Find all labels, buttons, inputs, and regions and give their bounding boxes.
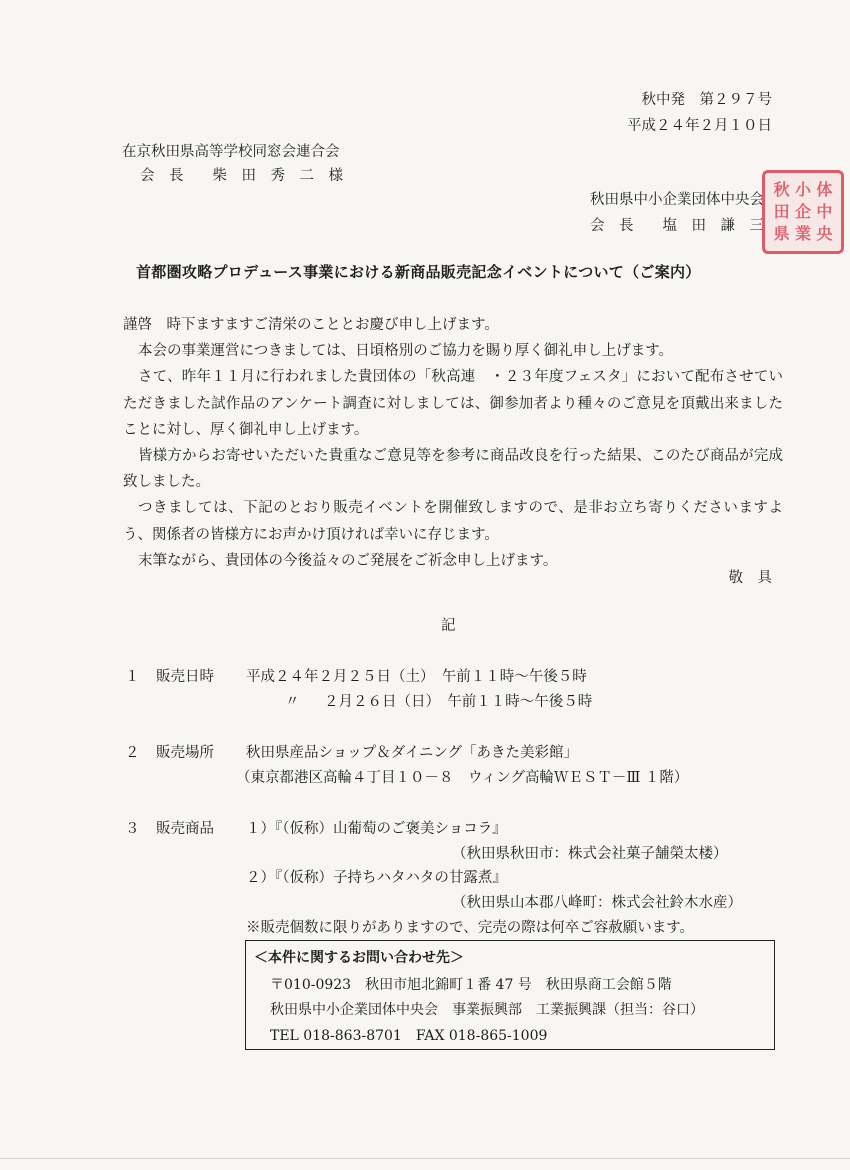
sale-address: （東京都港区高輪４丁目１０－８ ウィング高輪ＷＥＳＴ－Ⅲ １階）: [236, 770, 689, 786]
contact-phone: TEL 018-863-8701 FAX 018-865-1009: [270, 1028, 548, 1044]
product-1-maker: （秋田県秋田市：株式会社菓子舗榮太楼）: [452, 846, 728, 862]
item-label-place: 販売場所: [156, 745, 214, 761]
sender-name: 会 長 塩 田 謙 三: [590, 218, 764, 234]
document-number: 秋中発 第２９７号: [641, 92, 772, 108]
ditto-mark: 〃: [285, 694, 300, 710]
body-paragraph: 皆様方からお寄せいただいた貴重なご意見等を参考に商品改良を行った結果、このたび商品が完成致しました。: [123, 448, 783, 491]
body-paragraph: 本会の事業運営につきましては、日頃格別のご協力を賜り厚く御礼申し上げます。: [138, 343, 674, 360]
sale-date-2: ２月２６日（日） 午前１１時～午後５時: [324, 694, 593, 710]
product-1: １）『（仮称）山葡萄のご褒美ショコラ』: [246, 821, 507, 837]
body-paragraph: 謹啓 時下ますますご清栄のこととお慶び申し上げます。: [123, 317, 499, 333]
item-number: １: [125, 669, 140, 685]
item-label-datetime: 販売日時: [156, 669, 214, 685]
sale-date-1: 平成２４年２月２５日（土） 午前１１時～午後５時: [246, 669, 587, 685]
document-date: 平成２４年２月１０日: [627, 118, 772, 134]
product-2-maker: （秋田県山本郡八峰町：株式会社鈴木水産）: [452, 895, 742, 911]
recipient-org: 在京秋田県高等学校同窓会連合会: [122, 144, 340, 160]
item-number: ２: [125, 745, 140, 761]
contact-address: 〒010-0923 秋田市旭北錦町１番 47 号 秋田県商工会館５階: [270, 977, 672, 993]
item-number: ３: [125, 821, 140, 837]
body-paragraph: つきましては、下記のとおり販売イベントを開催致しますので、是非お立ち寄りくださいますよう、関係者の皆様方にお声かけ頂ければ幸いに存じます。: [123, 500, 783, 543]
recipient-name: 会 長 柴 田 秀 二 様: [140, 168, 343, 184]
contact-heading: ＜本件に関するお問い合わせ先＞: [254, 950, 464, 966]
ki-heading: 記: [441, 618, 456, 634]
item-label-products: 販売商品: [156, 821, 214, 837]
contact-box: [245, 940, 775, 1050]
contact-department: 秋田県中小企業団体中央会 事業振興部 工業振興課（担当：谷口）: [270, 1002, 704, 1018]
sale-note: ※販売個数に限りがありますので、完売の際は何卒ご容赦願います。: [246, 920, 695, 936]
product-2: ２）『（仮称）子持ちハタハタの甘露煮』: [246, 870, 507, 886]
body-paragraph: 末筆ながら、貴団体の今後益々のご発展をご祈念申し上げます。: [138, 552, 558, 569]
body-text: [123, 312, 783, 574]
document-title: 首都圏攻略プロデュース事業における新商品販売記念イベントについて（ご案内）: [136, 263, 701, 281]
sale-place: 秋田県産品ショップ＆ダイニング「あきた美彩館」: [246, 745, 579, 761]
sender-org: 秋田県中小企業団体中央会: [590, 192, 764, 208]
red-seal-stamp: 秋 小 体 田 企 中 県 業 央: [762, 170, 844, 254]
closing: 敬 具: [728, 570, 772, 586]
page-edge-divider: [0, 1158, 850, 1159]
body-paragraph: さて、昨年１１月に行われました貴団体の「秋高連 ・２３年度フェスタ」において配布させていただきました試作品のアンケート調査に対しましては、御参加者より種々のご意見を頂戴出来ましたことに対し、厚く御礼申し上げます。: [123, 369, 783, 438]
